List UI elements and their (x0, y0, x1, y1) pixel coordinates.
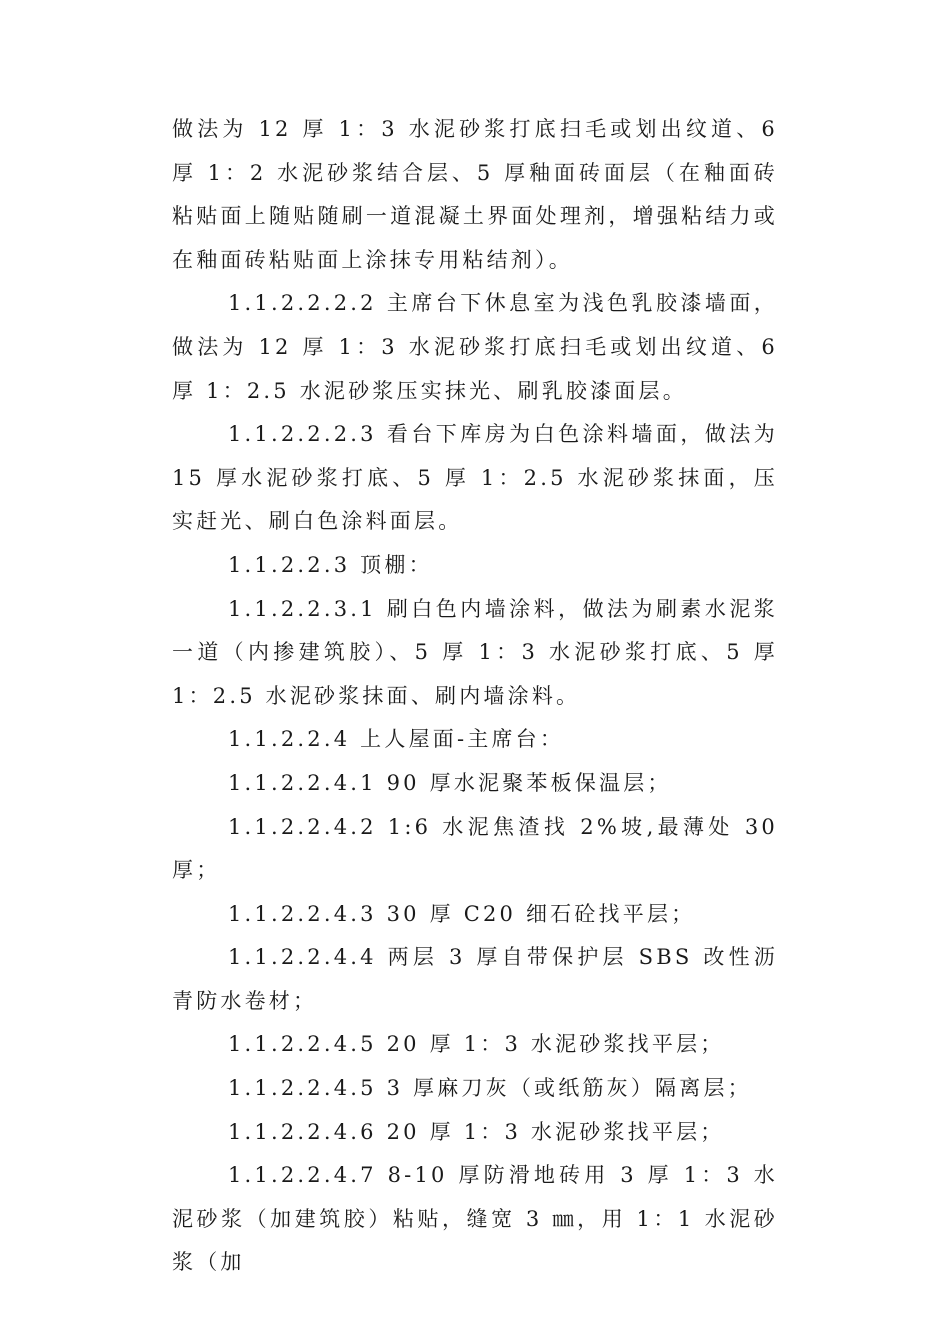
roof-layer-item: 1.1.2.2.4.7 8-10 厚防滑地砖用 3 厚 1：3 水泥砂浆（加建筑胶）粘贴，缝宽 3 ㎜，用 1：1 水泥砂浆（加 (172, 1163, 778, 1275)
roof-layer-item: 1.1.2.2.4.6 20 厚 1：3 水泥砂浆找平层； (228, 1119, 725, 1144)
roof-layer-item: 1.1.2.2.4.3 30 厚 C20 细石砼找平层； (228, 901, 696, 926)
section-heading-roof: 1.1.2.2.4 上人屋面-主席台： (228, 727, 565, 752)
section-heading-ceiling: 1.1.2.2.3 顶棚： (228, 552, 433, 577)
roof-layer-item: 1.1.2.2.4.5 3 厚麻刀灰（或纸筋灰）隔离层； (228, 1076, 752, 1101)
roof-layer-item: 1.1.2.2.4.5 20 厚 1：3 水泥砂浆找平层； (228, 1032, 725, 1057)
paragraph-ceiling-coating: 1.1.2.2.3.1 刷白色内墙涂料，做法为刷素水泥浆一道（内掺建筑胶）、5 厚 1：3 水泥砂浆打底、5 厚 1：2.5 水泥砂浆抹面、刷内墙涂料。 (172, 596, 778, 708)
roof-layer-item: 1.1.2.2.4.1 90 厚水泥聚苯板保温层； (228, 770, 672, 795)
paragraph-storage-wall: 1.1.2.2.2.3 看台下库房为白色涂料墙面，做法为 15 厚水泥砂浆打底、5 厚 1：2.5 水泥砂浆抹面，压实赶光、刷白色涂料面层。 (172, 422, 778, 534)
paragraph-continuation: 做法为 12 厚 1：3 水泥砂浆打底扫毛或划出纹道、6 厚 1：2 水泥砂浆结合层、5 厚釉面砖面层（在釉面砖粘贴面上随贴随刷一道混凝土界面处理剂，增强粘结力或在釉面砖粘贴面上涂抹专用粘结剂）。 (172, 117, 778, 272)
roof-layer-item: 1.1.2.2.4.4 两层 3 厚自带保护层 SBS 改性沥青防水卷材； (172, 945, 778, 1013)
document-body (172, 108, 778, 1285)
paragraph-lounge-wall: 1.1.2.2.2.2 主席台下休息室为浅色乳胶漆墙面，做法为 12 厚 1：3 水泥砂浆打底扫毛或划出纹道、6 厚 1：2.5 水泥砂浆压实抹光、刷乳胶漆面层。 (172, 291, 778, 403)
roof-layer-item: 1.1.2.2.4.2 1:6 水泥焦渣找 2%坡,最薄处 30 厚； (172, 814, 778, 883)
